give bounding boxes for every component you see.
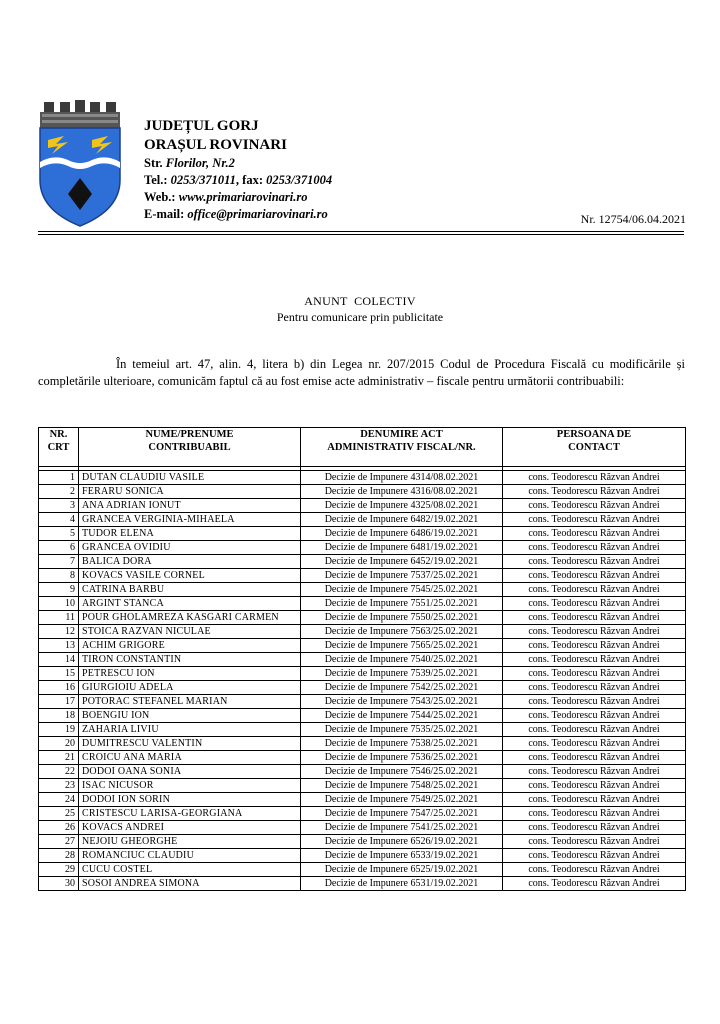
fiscal-act: Decizie de Impunere 7547/25.02.2021 (301, 807, 503, 821)
taxpayer-name: ISAC NICUSOR (79, 779, 301, 793)
contact-person: cons. Teodorescu Răzvan Andrei (503, 765, 686, 779)
taxpayers-table (38, 427, 686, 891)
table-row (39, 513, 686, 527)
fiscal-act: Decizie de Impunere 7539/25.02.2021 (301, 667, 503, 681)
institution-header (144, 117, 332, 223)
row-number: 16 (39, 681, 79, 695)
table-row (39, 681, 686, 695)
fax-value: 0253/371004 (266, 173, 333, 187)
taxpayer-name: TIRON CONSTANTIN (79, 653, 301, 667)
row-number: 25 (39, 807, 79, 821)
notice-subtitle: Pentru comunicare prin publicitate (276, 310, 444, 324)
fiscal-act: Decizie de Impunere 7548/25.02.2021 (301, 779, 503, 793)
row-number: 28 (39, 849, 79, 863)
row-number: 24 (39, 793, 79, 807)
row-number: 3 (39, 499, 79, 513)
phone-value: 0253/371011 (170, 173, 236, 187)
fiscal-act: Decizie de Impunere 7550/25.02.2021 (301, 611, 503, 625)
address-value: Florilor, Nr.2 (165, 156, 235, 170)
contact-person: cons. Teodorescu Răzvan Andrei (503, 639, 686, 653)
contact-person: cons. Teodorescu Răzvan Andrei (503, 597, 686, 611)
table-row (39, 653, 686, 667)
row-number: 21 (39, 751, 79, 765)
contact-person: cons. Teodorescu Răzvan Andrei (503, 793, 686, 807)
row-number: 17 (39, 695, 79, 709)
contact-person: cons. Teodorescu Răzvan Andrei (503, 583, 686, 597)
contact-person: cons. Teodorescu Răzvan Andrei (503, 541, 686, 555)
taxpayer-name: ACHIM GRIGORE (79, 639, 301, 653)
row-number: 1 (39, 471, 79, 485)
fiscal-act: Decizie de Impunere 4314/08.02.2021 (301, 471, 503, 485)
row-number: 8 (39, 569, 79, 583)
fiscal-act: Decizie de Impunere 7544/25.02.2021 (301, 709, 503, 723)
fiscal-act: Decizie de Impunere 7542/25.02.2021 (301, 681, 503, 695)
table-row (39, 765, 686, 779)
table-row (39, 709, 686, 723)
row-number: 11 (39, 611, 79, 625)
table-row (39, 877, 686, 891)
row-number: 7 (39, 555, 79, 569)
fiscal-act: Decizie de Impunere 6486/19.02.2021 (301, 527, 503, 541)
table-row (39, 527, 686, 541)
table-row (39, 751, 686, 765)
contact-person: cons. Teodorescu Răzvan Andrei (503, 751, 686, 765)
table-row (39, 611, 686, 625)
taxpayer-name: DUMITRESCU VALENTIN (79, 737, 301, 751)
fiscal-act: Decizie de Impunere 7538/25.02.2021 (301, 737, 503, 751)
row-number: 26 (39, 821, 79, 835)
contact-person: cons. Teodorescu Răzvan Andrei (503, 555, 686, 569)
taxpayer-name: NEJOIU GHEORGHE (79, 835, 301, 849)
taxpayer-name: PETRESCU ION (79, 667, 301, 681)
row-number: 6 (39, 541, 79, 555)
table-row (39, 667, 686, 681)
taxpayer-name: ROMANCIUC CLAUDIU (79, 849, 301, 863)
table-row (39, 863, 686, 877)
table-header-row (39, 428, 686, 467)
fiscal-act: Decizie de Impunere 6525/19.02.2021 (301, 863, 503, 877)
header-act: DENUMIRE ACT ADMINISTRATIV FISCAL/NR. (301, 428, 503, 467)
email-link[interactable]: office@primariarovinari.ro (187, 207, 328, 221)
fiscal-act: Decizie de Impunere 7536/25.02.2021 (301, 751, 503, 765)
header-contact: PERSOANA DE CONTACT (503, 428, 686, 467)
table-row (39, 569, 686, 583)
row-number: 23 (39, 779, 79, 793)
contact-person: cons. Teodorescu Răzvan Andrei (503, 723, 686, 737)
fiscal-act: Decizie de Impunere 6526/19.02.2021 (301, 835, 503, 849)
table-row (39, 555, 686, 569)
fiscal-act: Decizie de Impunere 7541/25.02.2021 (301, 821, 503, 835)
contact-person: cons. Teodorescu Răzvan Andrei (503, 695, 686, 709)
row-number: 13 (39, 639, 79, 653)
taxpayer-name: FERARU SONICA (79, 485, 301, 499)
header-crt: NR. CRT (39, 428, 79, 467)
table-row (39, 695, 686, 709)
fiscal-act: Decizie de Impunere 7535/25.02.2021 (301, 723, 503, 737)
contact-person: cons. Teodorescu Răzvan Andrei (503, 709, 686, 723)
web-link[interactable]: www.primariarovinari.ro (178, 190, 308, 204)
coat-of-arms-icon (34, 98, 126, 230)
contact-person: cons. Teodorescu Răzvan Andrei (503, 485, 686, 499)
fiscal-act: Decizie de Impunere 6481/19.02.2021 (301, 541, 503, 555)
table-row (39, 835, 686, 849)
header-divider-thin (38, 234, 684, 235)
contact-person: cons. Teodorescu Răzvan Andrei (503, 625, 686, 639)
row-number: 18 (39, 709, 79, 723)
table-row (39, 849, 686, 863)
table-row (39, 541, 686, 555)
taxpayer-name: BOENGIU ION (79, 709, 301, 723)
fiscal-act: Decizie de Impunere 7563/25.02.2021 (301, 625, 503, 639)
row-number: 2 (39, 485, 79, 499)
address-line: Str. Florilor, Nr.2 (144, 156, 235, 170)
fiscal-act: Decizie de Impunere 7565/25.02.2021 (301, 639, 503, 653)
taxpayer-name: GIURGIOIU ADELA (79, 681, 301, 695)
taxpayer-name: CROICU ANA MARIA (79, 751, 301, 765)
table-row (39, 597, 686, 611)
taxpayer-name: CRISTESCU LARISA-GEORGIANA (79, 807, 301, 821)
table-body (39, 467, 686, 891)
row-number: 14 (39, 653, 79, 667)
table-row (39, 737, 686, 751)
fiscal-act: Decizie de Impunere 6531/19.02.2021 (301, 877, 503, 891)
contact-person: cons. Teodorescu Răzvan Andrei (503, 653, 686, 667)
table-row (39, 583, 686, 597)
table-row (39, 793, 686, 807)
taxpayer-name: SOSOI ANDREA SIMONA (79, 877, 301, 891)
fiscal-act: Decizie de Impunere 7546/25.02.2021 (301, 765, 503, 779)
web-line: Web.: www.primariarovinari.ro (144, 190, 308, 204)
fiscal-act: Decizie de Impunere 6452/19.02.2021 (301, 555, 503, 569)
taxpayer-name: ARGINT STANCA (79, 597, 301, 611)
taxpayer-name: GRANCEA OVIDIU (79, 541, 301, 555)
table-row (39, 807, 686, 821)
row-number: 5 (39, 527, 79, 541)
taxpayer-name: CATRINA BARBU (79, 583, 301, 597)
taxpayer-name: KOVACS ANDREI (79, 821, 301, 835)
email-line: E-mail: office@primariarovinari.ro (144, 207, 328, 221)
fiscal-act: Decizie de Impunere 4325/08.02.2021 (301, 499, 503, 513)
contact-person: cons. Teodorescu Răzvan Andrei (503, 849, 686, 863)
contact-person: cons. Teodorescu Răzvan Andrei (503, 863, 686, 877)
contact-person: cons. Teodorescu Răzvan Andrei (503, 681, 686, 695)
contact-person: cons. Teodorescu Răzvan Andrei (503, 569, 686, 583)
table-row (39, 639, 686, 653)
table-row (39, 499, 686, 513)
row-number: 29 (39, 863, 79, 877)
taxpayer-name: ZAHARIA LIVIU (79, 723, 301, 737)
contact-person: cons. Teodorescu Răzvan Andrei (503, 807, 686, 821)
row-number: 20 (39, 737, 79, 751)
contact-person: cons. Teodorescu Răzvan Andrei (503, 737, 686, 751)
fiscal-act: Decizie de Impunere 7549/25.02.2021 (301, 793, 503, 807)
intro-text: În temeiul art. 47, alin. 4, litera b) din Legea nr. 207/2015 Codul de Procedura Fiscală cu modificările și completările ulterioare, comunicăm faptul că au fost emise acte administrativ – fiscale pentru următorii contribuabili: (38, 357, 685, 388)
contact-person: cons. Teodorescu Răzvan Andrei (503, 667, 686, 681)
header-name: NUME/PRENUME CONTRIBUABIL (79, 428, 301, 467)
taxpayer-name: STOICA RAZVAN NICULAE (79, 625, 301, 639)
row-number: 30 (39, 877, 79, 891)
intro-paragraph (38, 356, 685, 390)
county-name: JUDEȚUL GORJ (144, 118, 259, 134)
document-number: Nr. 12754/06.04.2021 (580, 212, 686, 226)
taxpayer-name: POUR GHOLAMREZA KASGARI CARMEN (79, 611, 301, 625)
taxpayer-name: TUDOR ELENA (79, 527, 301, 541)
phone-line: Tel.: 0253/371011, fax: 0253/371004 (144, 173, 333, 187)
row-number: 12 (39, 625, 79, 639)
contact-person: cons. Teodorescu Răzvan Andrei (503, 499, 686, 513)
contact-person: cons. Teodorescu Răzvan Andrei (503, 527, 686, 541)
row-number: 10 (39, 597, 79, 611)
taxpayer-name: DODOI ION SORIN (79, 793, 301, 807)
taxpayer-name: DUTAN CLAUDIU VASILE (79, 471, 301, 485)
fiscal-act: Decizie de Impunere 6533/19.02.2021 (301, 849, 503, 863)
row-number: 15 (39, 667, 79, 681)
row-number: 19 (39, 723, 79, 737)
contact-person: cons. Teodorescu Răzvan Andrei (503, 821, 686, 835)
town-name: ORAȘUL ROVINARI (144, 137, 287, 153)
row-number: 22 (39, 765, 79, 779)
fiscal-act: Decizie de Impunere 7551/25.02.2021 (301, 597, 503, 611)
fiscal-act: Decizie de Impunere 7537/25.02.2021 (301, 569, 503, 583)
contact-person: cons. Teodorescu Răzvan Andrei (503, 835, 686, 849)
table-row (39, 471, 686, 485)
fiscal-act: Decizie de Impunere 7540/25.02.2021 (301, 653, 503, 667)
table-row (39, 821, 686, 835)
taxpayer-name: CUCU COSTEL (79, 863, 301, 877)
table-row (39, 625, 686, 639)
fiscal-act: Decizie de Impunere 7545/25.02.2021 (301, 583, 503, 597)
table-row (39, 779, 686, 793)
taxpayer-name: BALICA DORA (79, 555, 301, 569)
table-row (39, 723, 686, 737)
table-row (39, 485, 686, 499)
row-number: 27 (39, 835, 79, 849)
fiscal-act: Decizie de Impunere 4316/08.02.2021 (301, 485, 503, 499)
contact-person: cons. Teodorescu Răzvan Andrei (503, 779, 686, 793)
taxpayer-name: POTORAC STEFANEL MARIAN (79, 695, 301, 709)
fiscal-act: Decizie de Impunere 6482/19.02.2021 (301, 513, 503, 527)
taxpayer-name: DODOI OANA SONIA (79, 765, 301, 779)
fiscal-act: Decizie de Impunere 7543/25.02.2021 (301, 695, 503, 709)
contact-person: cons. Teodorescu Răzvan Andrei (503, 611, 686, 625)
contact-person: cons. Teodorescu Răzvan Andrei (503, 513, 686, 527)
row-number: 9 (39, 583, 79, 597)
row-number: 4 (39, 513, 79, 527)
header-divider (38, 231, 684, 232)
contact-person: cons. Teodorescu Răzvan Andrei (503, 471, 686, 485)
contact-person: cons. Teodorescu Răzvan Andrei (503, 877, 686, 891)
taxpayer-name: KOVACS VASILE CORNEL (79, 569, 301, 583)
notice-title: ANUNT COLECTIV (304, 294, 416, 308)
taxpayer-name: ANA ADRIAN IONUT (79, 499, 301, 513)
taxpayer-name: GRANCEA VERGINIA-MIHAELA (79, 513, 301, 527)
